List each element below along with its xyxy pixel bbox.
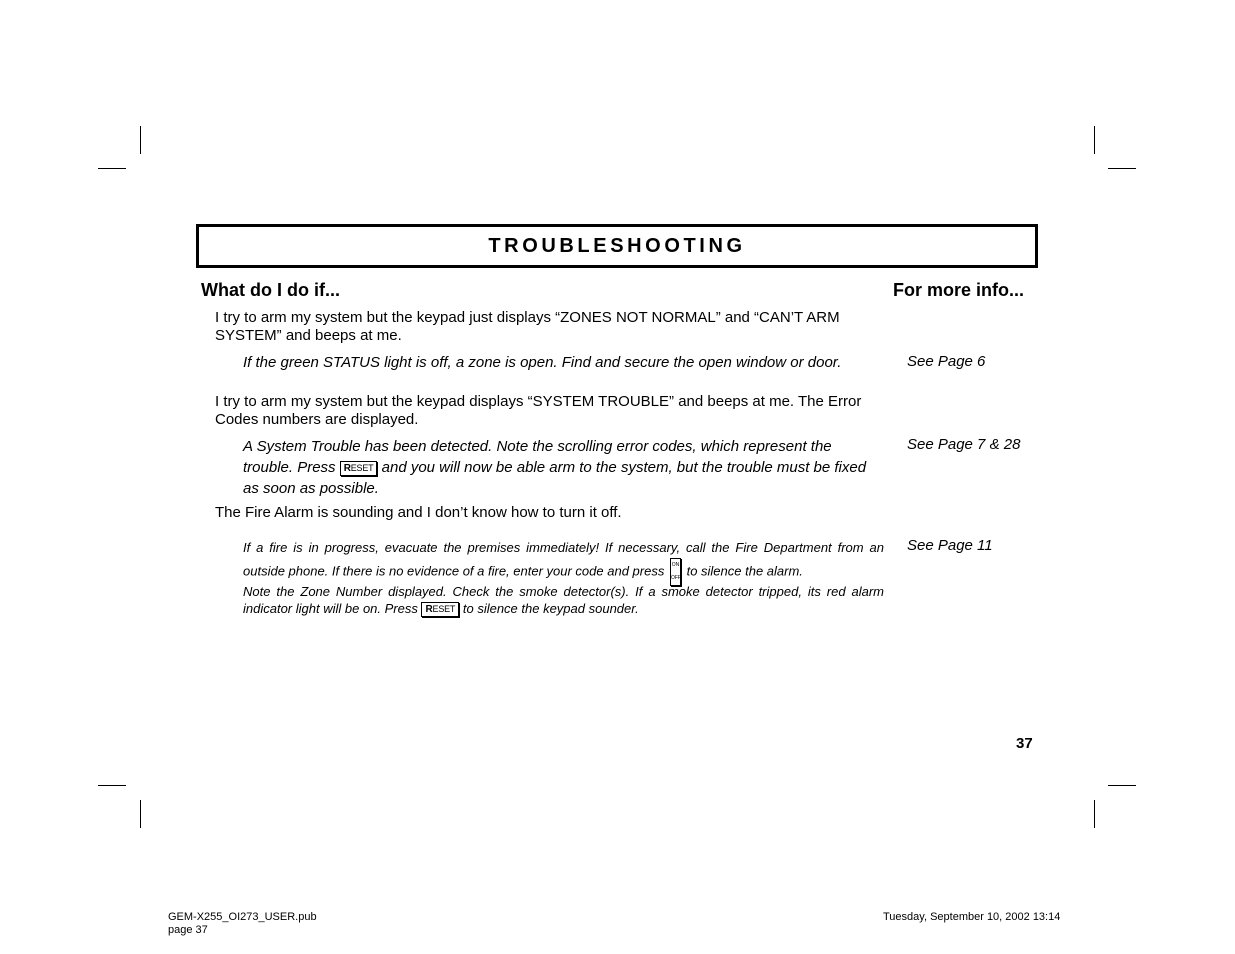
crop-mark-top-right-h (1108, 168, 1136, 169)
question-3: The Fire Alarm is sounding and I don’t know how to turn it off. (215, 504, 622, 521)
page-title: TROUBLESHOOTING (488, 234, 746, 257)
reset-key-first: R (343, 462, 351, 474)
crop-mark-top-left-h (98, 168, 126, 169)
answer-2-text-before: A System Trouble has been detected. Note the scrolling error codes, which represent the trouble. Press (243, 438, 832, 476)
on-off-key-icon (670, 558, 681, 586)
page-number: 37 (1016, 735, 1033, 752)
answer-1: If the green STATUS light is off, a zone is open. Find and secure the open window or door. (243, 354, 842, 371)
on-off-key-top: ON (671, 562, 680, 568)
question-2: I try to arm my system but the keypad displays “SYSTEM TROUBLE” and beeps at me. The Error Codes numbers are displayed. (215, 393, 862, 428)
answer-3-paragraph-1 (243, 537, 884, 586)
footer-timestamp: Tuesday, September 10, 2002 13:14 (883, 911, 1061, 923)
crop-mark-bottom-left-v (140, 800, 141, 828)
answer-3-text-before: If a fire is in progress, evacuate the premises immediately! If necessary, call the Fire Department from an outside phone. If there is no evidence of a fire, enter your code and press (243, 540, 884, 579)
footer-file-name: GEM-X255_OI273_USER.pub (168, 911, 317, 923)
crop-mark-bottom-right-h (1108, 785, 1136, 786)
crop-mark-bottom-left-h (98, 785, 126, 786)
reference-1: See Page 6 (907, 353, 986, 370)
answer-2-text-after: and you will now be able arm to the system, but the trouble must be fixed as soon as possible. (243, 459, 867, 497)
answer-3-text-after: to silence the alarm. (686, 563, 803, 579)
footer-page: page 37 (168, 924, 208, 936)
header-what-do-i-do: What do I do if... (201, 280, 340, 300)
reference-2: See Page 7 & 28 (907, 436, 1021, 453)
reset-key-rest: ESET (432, 604, 456, 615)
crop-mark-top-right-v (1094, 126, 1095, 154)
title-box (196, 224, 1038, 268)
reference-3: See Page 11 (907, 537, 993, 554)
reset-key-rest: ESET (350, 462, 374, 473)
reset-key-icon (340, 461, 378, 476)
answer-3-paragraph-2 (243, 583, 884, 617)
crop-mark-bottom-right-v (1094, 800, 1095, 828)
header-for-more-info: For more info... (893, 280, 1025, 300)
answer-3b-text-before: Note the Zone Number displayed. Check the smoke detector(s). If a smoke detector tripped, its red alarm indicator light will be on. Press (243, 584, 884, 616)
answer-2 (243, 436, 868, 499)
question-1: I try to arm my system but the keypad just displays “ZONES NOT NORMAL” and “CAN’T ARM SYSTEM” and beeps at me. (215, 309, 840, 344)
reset-key-icon (421, 602, 459, 617)
crop-mark-top-left-v (140, 126, 141, 154)
answer-3b-text-after: to silence the keypad sounder. (462, 601, 639, 616)
on-off-key-bottom: OFF (670, 575, 681, 581)
reset-key-first: R (425, 604, 433, 616)
